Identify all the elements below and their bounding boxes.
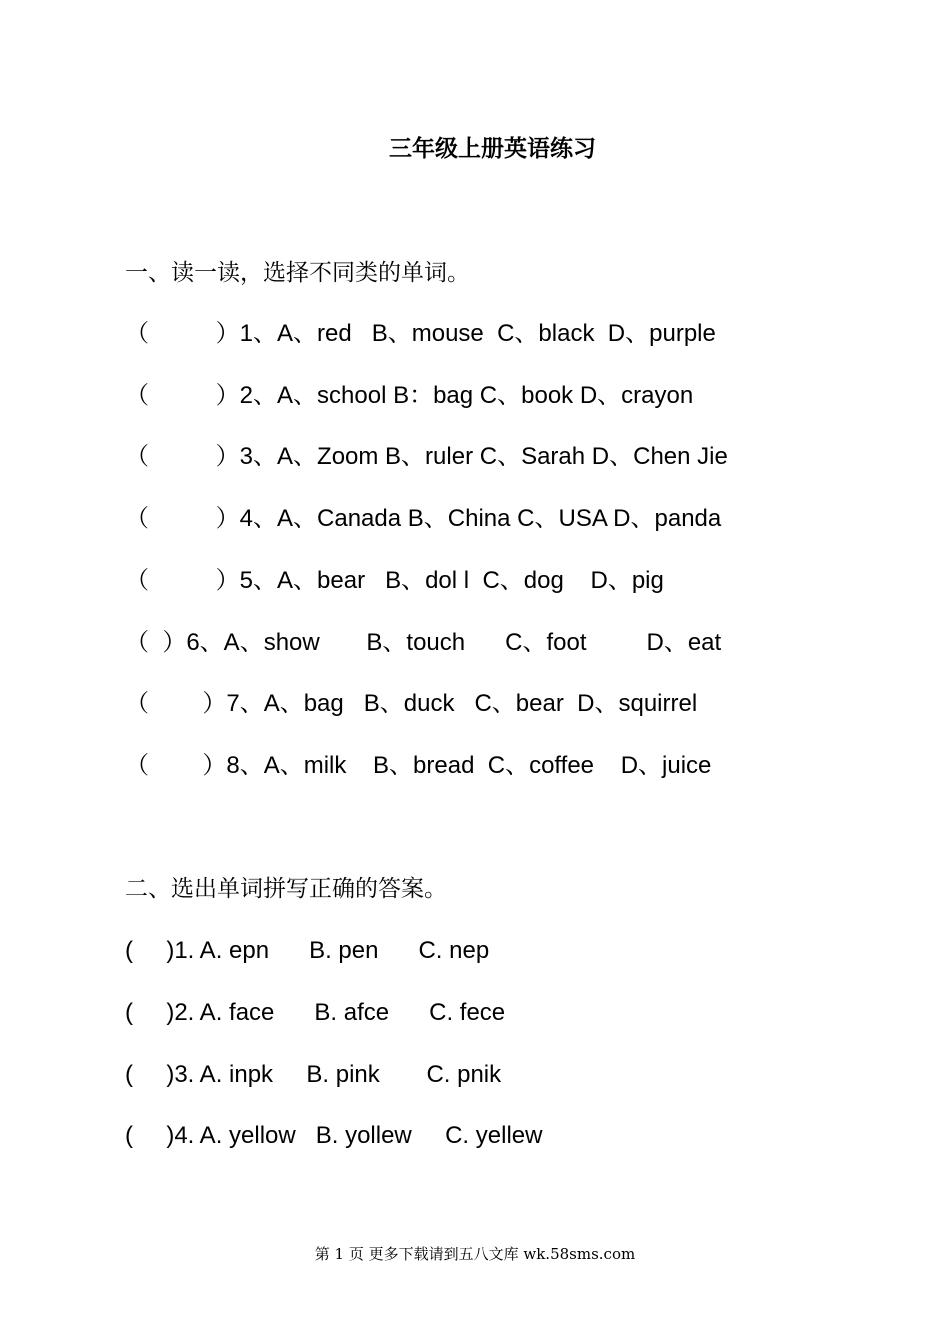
question-1-8: （ ）8、A、milk B、bread C、coffee D、juice [125, 752, 712, 779]
section-2-heading: 二、选出单词拼写正确的答案。 [125, 876, 447, 902]
page-footer: 第 1 页 更多下载请到五八文库 wk.58sms.com [314, 1245, 636, 1263]
question-2-4: ( )4. A. yellow B. yollew C. yellew [125, 1122, 543, 1149]
question-1-6: （ ）6、A、show B、touch C、foot D、eat [125, 629, 722, 656]
question-1-5: （ ）5、A、bear B、dol l C、dog D、pig [125, 567, 664, 594]
section-1-heading: 一、读一读，选择不同类的单词。 [125, 260, 470, 286]
question-1-4: （ ）4、A、Canada B、China C、USA D、panda [125, 505, 722, 532]
question-1-7: （ ）7、A、bag B、duck C、bear D、squirrel [125, 690, 698, 717]
question-2-2: ( )2. A. face B. afce C. fece [125, 999, 506, 1026]
question-2-1: ( )1. A. epn B. pen C. nep [125, 937, 490, 964]
question-1-3: （ ）3、A、Zoom B、ruler C、Sarah D、Chen Jie [125, 443, 728, 470]
question-2-3: ( )3. A. inpk B. pink C. pnik [125, 1061, 502, 1088]
question-1-1: （ ）1、A、red B、mouse C、black D、purple [125, 320, 716, 347]
page-title: 三年级上册英语练习 [389, 136, 596, 162]
question-1-2: （ ）2、A、school B：bag C、book D、crayon [125, 382, 694, 409]
